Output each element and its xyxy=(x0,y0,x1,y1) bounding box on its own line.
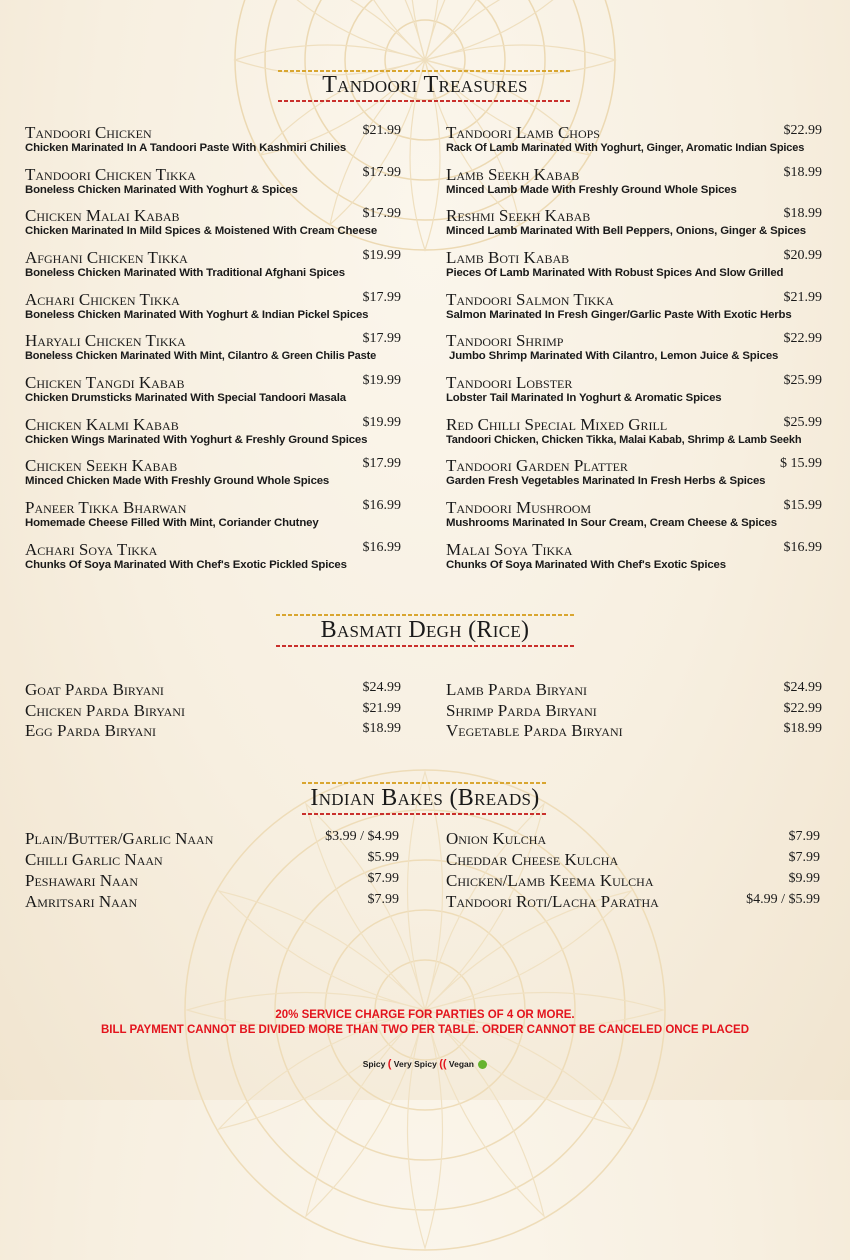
item-name: Chilli Garlic Naan xyxy=(25,850,163,869)
item-price: $17.99 xyxy=(362,456,401,471)
section-divider-bottom xyxy=(278,100,572,102)
item-price: $24.99 xyxy=(362,680,401,695)
item-price: $18.99 xyxy=(362,721,401,736)
item-name: Afghani Chicken Tikka xyxy=(25,248,188,267)
item-price: $17.99 xyxy=(362,331,401,346)
item-name: Chicken Kalmi Kabab xyxy=(25,415,179,434)
legend-spicy-label: Spicy xyxy=(362,1059,386,1069)
item-name: Tandoori Garden Platter xyxy=(446,456,628,475)
section-divider-top xyxy=(302,782,548,784)
item-name: Vegetable Parda Biryani xyxy=(446,721,623,740)
item-price: $5.99 xyxy=(367,850,399,865)
item-name: Goat Parda Biryani xyxy=(25,680,164,699)
item-price: $22.99 xyxy=(783,123,822,138)
section-title-rice: Basmati Degh (Rice) xyxy=(320,617,530,643)
item-description: Lobster Tail Marinated In Yoghurt & Aromatic Spices xyxy=(446,392,722,404)
item-description: Salmon Marinated In Fresh Ginger/Garlic Paste With Exotic Herbs xyxy=(446,309,792,321)
item-price: $19.99 xyxy=(362,248,401,263)
item-price: $16.99 xyxy=(362,498,401,513)
item-description: Boneless Chicken Marinated With Yoghurt & Spices xyxy=(25,184,298,196)
item-price: $19.99 xyxy=(362,373,401,388)
item-price: $16.99 xyxy=(362,540,401,555)
chili-icon: ( xyxy=(387,1058,392,1070)
item-name: Amritsari Naan xyxy=(25,892,138,911)
vegan-leaf-icon xyxy=(478,1060,487,1069)
item-price: $25.99 xyxy=(783,415,822,430)
section-divider-bottom xyxy=(302,813,548,815)
item-name: Tandoori Mushroom xyxy=(446,498,592,517)
item-name: Lamb Seekh Kabab xyxy=(446,165,580,184)
item-price: $22.99 xyxy=(783,331,822,346)
item-price: $18.99 xyxy=(783,165,822,180)
bill-payment-notice: BILL PAYMENT CANNOT BE DIVIDED MORE THAN TWO PER TABLE. ORDER CANNOT BE CANCELED ONCE PLACED xyxy=(100,1024,750,1036)
item-price: $7.99 xyxy=(367,892,399,907)
item-price: $21.99 xyxy=(783,290,822,305)
item-price: $21.99 xyxy=(362,701,401,716)
item-price: $16.99 xyxy=(783,540,822,555)
item-price: $4.99 / $5.99 xyxy=(746,892,820,907)
item-description: Pieces Of Lamb Marinated With Robust Spices And Slow Grilled xyxy=(446,267,784,279)
item-name: Tandoori Salmon Tikka xyxy=(446,290,614,309)
item-name: Peshawari Naan xyxy=(25,871,139,890)
item-name: Plain/Butter/Garlic Naan xyxy=(25,829,214,848)
service-charge-notice: 20% SERVICE CHARGE FOR PARTIES OF 4 OR MORE. xyxy=(275,1009,575,1021)
item-price: $9.99 xyxy=(788,871,820,886)
item-name: Achari Chicken Tikka xyxy=(25,290,180,309)
item-name: Haryali Chicken Tikka xyxy=(25,331,186,350)
item-price: $7.99 xyxy=(367,871,399,886)
item-description: Tandoori Chicken, Chicken Tikka, Malai Kabab, Shrimp & Lamb Seekh xyxy=(446,434,802,446)
item-name: Tandoori Chicken Tikka xyxy=(25,165,196,184)
section-divider-bottom xyxy=(276,645,574,647)
item-description: Chunks Of Soya Marinated With Chef's Exotic Pickled Spices xyxy=(25,559,347,571)
section-divider-top xyxy=(276,614,574,616)
item-name: Egg Parda Biryani xyxy=(25,721,157,740)
item-name: Chicken Malai Kabab xyxy=(25,206,180,225)
item-description: Homemade Cheese Filled With Mint, Coriander Chutney xyxy=(25,517,319,529)
section-title-breads: Indian Bakes (Breads) xyxy=(310,785,540,811)
item-name: Onion Kulcha xyxy=(446,829,547,848)
item-name: Tandoori Lamb Chops xyxy=(446,123,600,142)
item-name: Achari Soya Tikka xyxy=(25,540,158,559)
item-description: Boneless Chicken Marinated With Yoghurt & Indian Pickel Spices xyxy=(25,309,369,321)
item-name: Reshmi Seekh Kabab xyxy=(446,206,591,225)
item-description: Boneless Chicken Marinated With Mint, Cilantro & Green Chilis Paste xyxy=(25,350,377,362)
item-name: Cheddar Cheese Kulcha xyxy=(446,850,619,869)
item-name: Tandoori Lobster xyxy=(446,373,573,392)
item-price: $17.99 xyxy=(362,206,401,221)
item-name: Shrimp Parda Biryani xyxy=(446,701,597,720)
item-price: $19.99 xyxy=(362,415,401,430)
item-name: Red Chilli Special Mixed Grill xyxy=(446,415,668,434)
item-description: Minced Chicken Made With Freshly Ground Whole Spices xyxy=(25,475,330,487)
item-description: Chicken Wings Marinated With Yoghurt & Freshly Ground Spices xyxy=(25,434,368,446)
item-description: Mushrooms Marinated In Sour Cream, Cream Cheese & Spices xyxy=(446,517,777,529)
item-name: Chicken/Lamb Keema Kulcha xyxy=(446,871,654,890)
item-description: Minced Lamb Marinated With Bell Peppers, Onions, Ginger & Spices xyxy=(446,225,806,237)
section-title-tandoori: Tandoori Treasures xyxy=(322,72,528,98)
item-price: $3.99 / $4.99 xyxy=(325,829,399,844)
legend-vegan-label: Vegan xyxy=(448,1059,474,1069)
item-description: Chicken Marinated In Mild Spices & Moistened With Cream Cheese xyxy=(25,225,378,237)
item-description: Rack Of Lamb Marinated With Yoghurt, Ginger, Aromatic Indian Spices xyxy=(446,142,805,154)
item-price: $7.99 xyxy=(788,850,820,865)
item-description: Chicken Marinated In A Tandoori Paste With Kashmiri Chilies xyxy=(25,142,347,154)
item-name: Tandoori Chicken xyxy=(25,123,152,142)
item-price: $ 15.99 xyxy=(780,456,822,471)
item-name: Chicken Parda Biryani xyxy=(25,701,185,720)
item-description: Garden Fresh Vegetables Marinated In Fresh Herbs & Spices xyxy=(446,475,766,487)
item-price: $18.99 xyxy=(783,206,822,221)
double-chili-icon: (( xyxy=(439,1058,447,1070)
item-description: Minced Lamb Made With Freshly Ground Whole Spices xyxy=(446,184,737,196)
legend-very-spicy-label: Very Spicy xyxy=(393,1059,437,1069)
item-name: Chicken Seekh Kabab xyxy=(25,456,178,475)
item-price: $7.99 xyxy=(788,829,820,844)
item-price: $25.99 xyxy=(783,373,822,388)
item-name: Lamb Parda Biryani xyxy=(446,680,588,699)
item-name: Chicken Tangdi Kabab xyxy=(25,373,185,392)
item-name: Tandoori Shrimp xyxy=(446,331,564,350)
item-description: Boneless Chicken Marinated With Traditional Afghani Spices xyxy=(25,267,345,279)
item-price: $17.99 xyxy=(362,165,401,180)
item-price: $21.99 xyxy=(362,123,401,138)
item-name: Tandoori Roti/Lacha Paratha xyxy=(446,892,659,911)
item-price: $24.99 xyxy=(783,680,822,695)
item-price: $15.99 xyxy=(783,498,822,513)
item-description: Jumbo Shrimp Marinated With Cilantro, Lemon Juice & Spices xyxy=(446,350,779,362)
item-name: Lamb Boti Kabab xyxy=(446,248,570,267)
item-price: $22.99 xyxy=(783,701,822,716)
spice-legend xyxy=(0,1058,850,1070)
item-description: Chunks Of Soya Marinated With Chef's Exotic Spices xyxy=(446,559,726,571)
item-name: Paneer Tikka Bharwan xyxy=(25,498,187,517)
item-description: Chicken Drumsticks Marinated With Special Tandoori Masala xyxy=(25,392,346,404)
item-price: $18.99 xyxy=(783,721,822,736)
item-price: $20.99 xyxy=(783,248,822,263)
item-name: Malai Soya Tikka xyxy=(446,540,573,559)
item-price: $17.99 xyxy=(362,290,401,305)
